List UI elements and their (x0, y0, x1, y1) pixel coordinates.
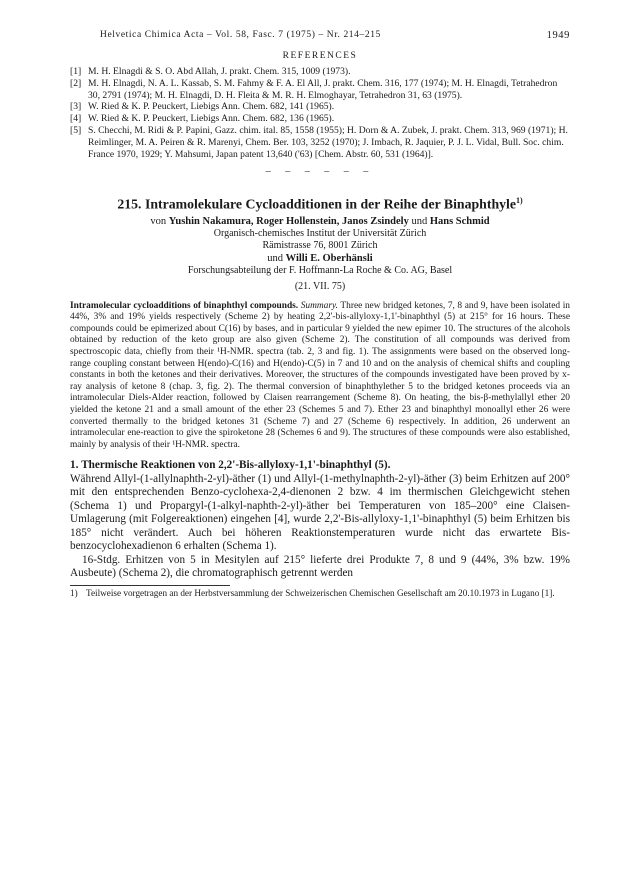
section-heading-text: Thermische Reaktionen von 2,2'-Bis-allyloxy-1,1'-binaphthyl (5). (81, 459, 391, 472)
reference-text: M. H. Elnagdi & S. O. Abd Allah, J. prakt. Chem. 315, 1009 (1973). (88, 66, 351, 77)
authors-and: und (411, 215, 428, 227)
reference-item (70, 101, 570, 113)
reference-item (70, 78, 570, 102)
reference-text: W. Ried & K. P. Peuckert, Liebigs Ann. Chem. 682, 136 (1965). (88, 113, 335, 125)
institution-2: Forschungsabteilung der F. Hoffmann-La Roche & Co. AG, Basel (187, 265, 453, 277)
section-number: 1. (70, 459, 79, 472)
abstract-summary-label: Summary. (300, 300, 338, 311)
reference-number: [2] (70, 77, 82, 89)
references-heading: REFERENCES (282, 51, 358, 61)
abstract (70, 301, 570, 452)
abstract-lead: Intramolecular cycloadditions of binaphthyl compounds. (70, 300, 299, 311)
reference-text: W. Ried & K. P. Peuckert, Liebigs Ann. Chem. 682, 141 (1965). (88, 101, 335, 113)
reference-item (70, 125, 570, 160)
reference-number: [3] (70, 101, 82, 113)
reference-number: [4] (70, 113, 82, 125)
author-names-2: Hans Schmid (429, 215, 490, 227)
footnote-rule (70, 585, 230, 586)
reference-number: [1] (70, 66, 82, 77)
institution-1-address: Rämistrasse 76, 8001 Zürich (262, 240, 378, 252)
section-separator: – – – – – – (265, 166, 375, 178)
running-head (70, 30, 570, 44)
journal-page (70, 30, 570, 599)
reference-text: S. Checchi, M. Ridi & P. Papini, Gazz. chim. ital. 85, 1558 (1955); H. Dorn & A. Zubek, J. prakt. Chem. 313, 969 (1971); H. Reimlinger, M. A. Peiren & R. Marenyi, Chem. Ber. 103, 3252 (1970); J. Imbach, R. Jaquier, P. J. L. Vidal, Bull. Soc. chim. France 1970, 1929; Y. Mahsumi, Japan patent 13,640 ('63) [Chem. Abstr. 60, 531 (1964)]. (88, 124, 568, 160)
author-line-2 (70, 252, 570, 265)
page-number: 1949 (546, 30, 570, 41)
authors-and-2: und (267, 253, 284, 265)
section-heading (70, 459, 570, 473)
title-footnote-mark: 1) (515, 196, 523, 206)
reference-number: [5] (70, 124, 82, 136)
footnote (70, 588, 570, 599)
reference-item (70, 113, 570, 125)
body-paragraph-2: 16-Stdg. Erhitzen von 5 in Mesitylen auf 215° lieferte drei Produkte 7, 8 und 9 (44%, 3% bzw. 19% Ausbeute) (Schema 2), die chromatographisch getrennt werden (70, 553, 570, 580)
reference-list (70, 66, 570, 160)
author-line (70, 215, 570, 228)
body-text (70, 473, 570, 581)
article-title (70, 193, 570, 213)
received-date: (21. VII. 75) (294, 280, 346, 292)
reference-text: M. H. Elnagdi, N. A. L. Kassab, S. M. Fahmy & F. A. El All, J. prakt. Chem. 316, 177 (1974); M. H. Elnagdi, Tetrahedron 30, 2791 (1974); M. H. Elnagdi, D. H. Fleita & M. R. H. Elmoghayar, Tetrahedron 31, 63 (1975). (88, 77, 558, 101)
article-title-text: 215. Intramolekulare Cycloadditionen in der Reihe der Binaphthyle (117, 196, 516, 212)
journal-citation: Helvetica Chimica Acta – Vol. 58, Fasc. 7 (1975) – Nr. 214–215 (100, 30, 381, 40)
author-names-1: Yushin Nakamura, Roger Hollenstein, Janos Zsindely (168, 215, 409, 227)
abstract-text: Three new bridged ketones, 7, 8 and 9, have been isolated in 44%, 3% and 19% yields respectively (Scheme 2) by heating 2,2'-bis-allyloxy-1,1'-binaphthyl (5) at 215° for 16 hours. These compounds could be epimerized about C(16) by bases, and in particular 9 yielded the new epimer 10. The structures of the alcohols obtained by reduction of the keto group are also given (Scheme 2). The constitution of all compounds was derived from spectroscopic data, chiefly from their ¹H-NMR. spectra (tab. 2, 3 and fig. 1). The assignments were based on the observed long-range coupling constant between H(endo)-C(16) and H(endo)-C(5) in 7 and 10 and on the analysis of chemical shifts and coupling constants in both the ketones and their derivatives. Moreover, the structures of the compounds investigated have been proved by x-ray analysis of ketone 8 (chap. 3, fig. 2). The thermal conversion of binaphthylether 5 to the bridged ketones proceeds via an intramolecular Diels-Alder reaction, followed by Claisen rearrangement (Scheme 8). On heating, the bis-β-methylallyl ether 20 yielded the ketone 21 and a small amount of the ether 23 (Schemes 5 and 7). Ether 23 and binaphthyl monoallyl ether 26 were converted thermally to the bridged ketones 31 (Scheme 7) and 27 (Scheme 6) respectively. In addition, 26 underwent an intramolecular ene-reaction to give the spiroketone 28 (Schemes 6 and 9). The structures of these compounds were also established, mainly by analysis of their ¹H-NMR. spectra. (70, 300, 570, 450)
footnote-mark: 1) (70, 587, 78, 598)
author-name-3: Willi E. Oberhänsli (285, 253, 373, 265)
body-paragraph-1: Während Allyl-(1-allylnaphth-2-yl)-äther (1) und Allyl-(1-methylnaphth-2-yl)-äther (3) beim Erhitzen auf 200° mit den entsprechenden Benzo-cyclohexa-2,4-dienonen 2 bzw. 4 im thermischen Gleichgewicht stehen (Schema 1) und Propargyl-(1-alkyl-naphth-2-yl)-äther bei Temperaturen von 185–200° eine Claisen-Umlagerung (mit Folgereaktionen) eingehen [4], wurde 2,2'-Bis-allyloxy-1,1'-binaphthyl (5) beim Erhitzen bis 185° nicht verändert. Auch bei höheren Reaktionstemperaturen wurde nicht das erwartete Bis-benzocyclohexadienon 6 erhalten (Schema 1). (70, 472, 570, 553)
reference-item (70, 66, 570, 78)
authors-prefix: von (150, 215, 167, 227)
footnote-text: Teilweise vorgetragen an der Herbstversammlung der Schweizerischen Chemischen Gesellschaft am 20.10.1973 in Lugano [1]. (86, 587, 555, 598)
institution-1: Organisch-chemisches Institut der Universität Zürich (213, 227, 427, 239)
